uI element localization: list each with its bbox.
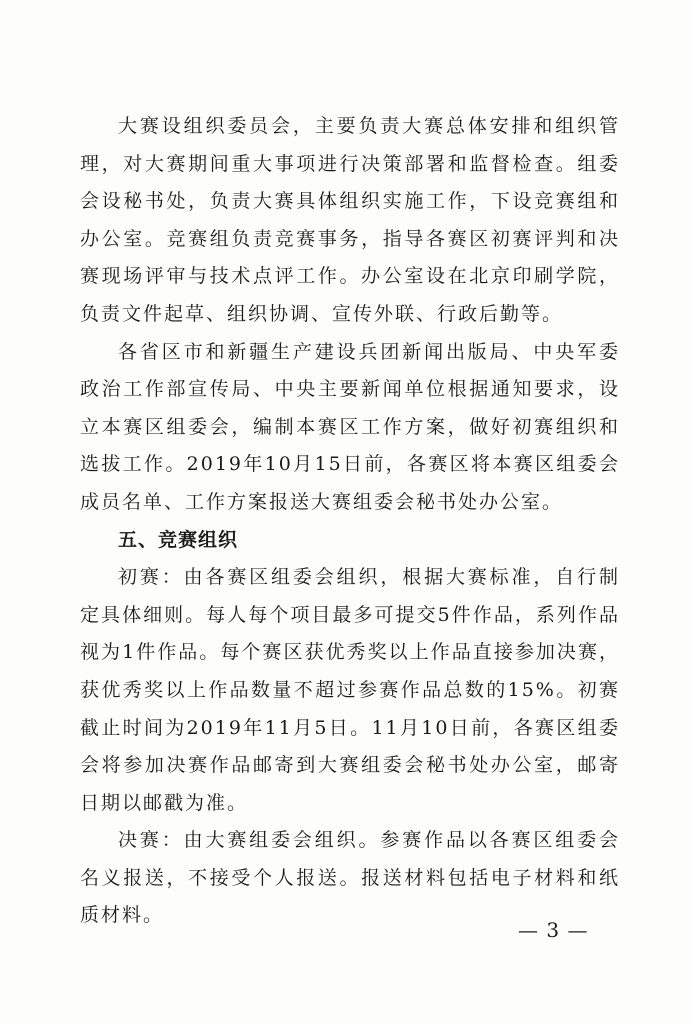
- page-number: — 3 —: [518, 918, 589, 942]
- paragraph-final-round: 决赛：由大赛组委会组织。参赛作品以各赛区组委会名义报送，不接受个人报送。报送材料包括电子材料和纸质材料。: [80, 829, 620, 927]
- paragraph-regional-committees: 各省区市和新疆生产建设兵团新闻出版局、中央军委政治工作部宣传局、中央主要新闻单位根据通知要求，设立本赛区组委会，编制本赛区工作方案，做好初赛组织和选拔工作。2019年10月15日前，各赛区将本赛区组委会成员名单、工作方案报送大赛组委会秘书处办公室。: [80, 340, 620, 513]
- section-heading: 五、竞赛组织: [118, 528, 239, 551]
- paragraph-organizing-committee: 大赛设组织委员会，主要负责大赛总体安排和组织管理，对大赛期间重大事项进行决策部署和监督检查。组委会设秘书处，负责大赛具体组织实施工作，下设竞赛组和办公室。竞赛组负责竞赛事务，指导各赛区初赛评判和决赛现场评审与技术点评工作。办公室设在北京印刷学院，负责文件起草、组织协调、宣传外联、行政后勤等。: [80, 115, 620, 325]
- paragraph-preliminary-round: 初赛：由各赛区组委会组织，根据大赛标准，自行制定具体细则。每人每个项目最多可提交5件作品，系列作品视为1件作品。每个赛区获优秀奖以上作品直接参加决赛，获优秀奖以上作品数量不超过参赛作品总数的15%。初赛截止时间为2019年11月5日。11月10日前，各赛区组委会将参加决赛作品邮寄到大赛组委会秘书处办公室，邮寄日期以邮戳为准。: [80, 566, 620, 814]
- document-body: [80, 108, 620, 935]
